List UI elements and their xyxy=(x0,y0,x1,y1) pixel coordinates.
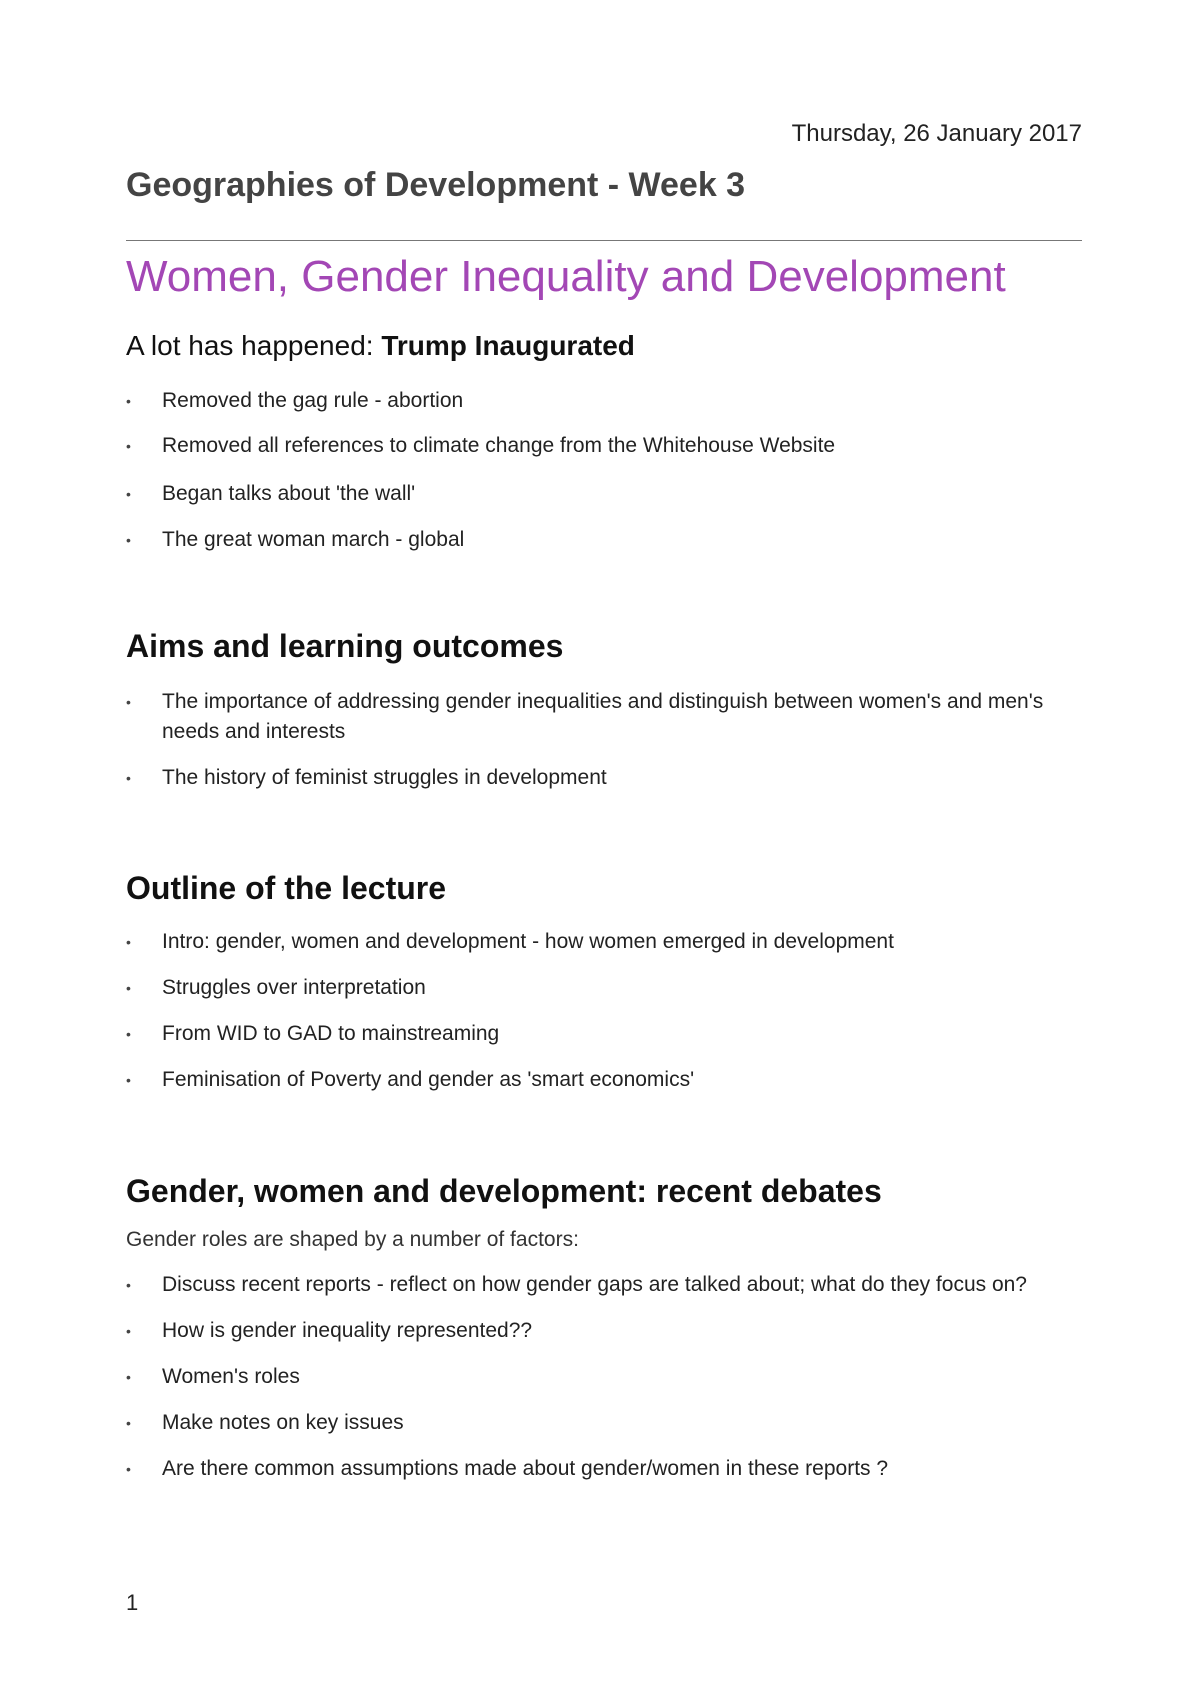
lecture-title: Women, Gender Inequality and Development xyxy=(126,252,1006,301)
aims-heading: Aims and learning outcomes xyxy=(126,628,564,664)
bullet-icon: • xyxy=(126,1277,131,1293)
list-item: • How is gender inequality represented?? xyxy=(126,1316,1082,1346)
happened-list xyxy=(126,386,1082,555)
bullet-icon: • xyxy=(126,770,131,786)
list-item: • Began talks about 'the wall' xyxy=(126,479,1082,509)
happened-section xyxy=(126,330,1082,555)
bullet-icon: • xyxy=(126,1461,131,1477)
list-item: • Removed the gag rule - abortion xyxy=(126,386,1082,416)
aims-list xyxy=(126,687,1082,793)
bullet-icon: • xyxy=(126,1323,131,1339)
list-item: • Feminisation of Poverty and gender as 'smart economics' xyxy=(126,1065,1082,1095)
page-number: 1 xyxy=(126,1590,139,1615)
bullet-icon: • xyxy=(126,934,131,950)
list-item: • The great woman march - global xyxy=(126,525,1082,555)
list-item: • From WID to GAD to mainstreaming xyxy=(126,1019,1082,1049)
bullet-icon: • xyxy=(126,980,131,996)
bullet-icon: • xyxy=(126,694,131,710)
bullet-icon: • xyxy=(126,393,131,409)
outline-section xyxy=(126,870,1082,1095)
bullet-icon: • xyxy=(126,486,131,502)
debates-list xyxy=(126,1270,1082,1484)
document-title: Geographies of Development - Week 3 xyxy=(126,166,746,204)
list-item: • Make notes on key issues xyxy=(126,1408,1082,1438)
bullet-icon: • xyxy=(126,438,131,454)
bullet-icon: • xyxy=(126,1072,131,1088)
list-item: • Women's roles xyxy=(126,1362,1082,1392)
list-item: • The history of feminist struggles in development xyxy=(126,763,1082,793)
happened-emphasis: Trump Inaugurated xyxy=(381,330,635,361)
document-date: Thursday, 26 January 2017 xyxy=(791,120,1082,147)
bullet-icon: • xyxy=(126,1026,131,1042)
list-item: • Removed all references to climate change from the Whitehouse Website xyxy=(126,431,1082,461)
debates-heading: Gender, women and development: recent debates xyxy=(126,1173,882,1209)
title-divider xyxy=(126,240,1082,241)
bullet-icon: • xyxy=(126,532,131,548)
bullet-icon: • xyxy=(126,1369,131,1385)
list-item: • Are there common assumptions made about gender/women in these reports ? xyxy=(126,1454,1082,1484)
list-item: • Struggles over interpretation xyxy=(126,973,1082,1003)
outline-list xyxy=(126,927,1082,1095)
aims-section xyxy=(126,628,1082,793)
list-item: • Discuss recent reports - reflect on how gender gaps are talked about; what do they focus on? xyxy=(126,1270,1082,1300)
debates-intro: Gender roles are shaped by a number of factors: xyxy=(126,1228,579,1251)
outline-heading: Outline of the lecture xyxy=(126,870,447,906)
list-item: • Intro: gender, women and development - how women emerged in development xyxy=(126,927,1082,957)
happened-heading xyxy=(126,330,1082,362)
happened-prefix: A lot has happened: xyxy=(126,330,382,361)
list-item: • The importance of addressing gender inequalities and distinguish between women's and men's needs and interests xyxy=(126,687,1082,747)
bullet-icon: • xyxy=(126,1415,131,1431)
debates-section xyxy=(126,1173,1082,1484)
